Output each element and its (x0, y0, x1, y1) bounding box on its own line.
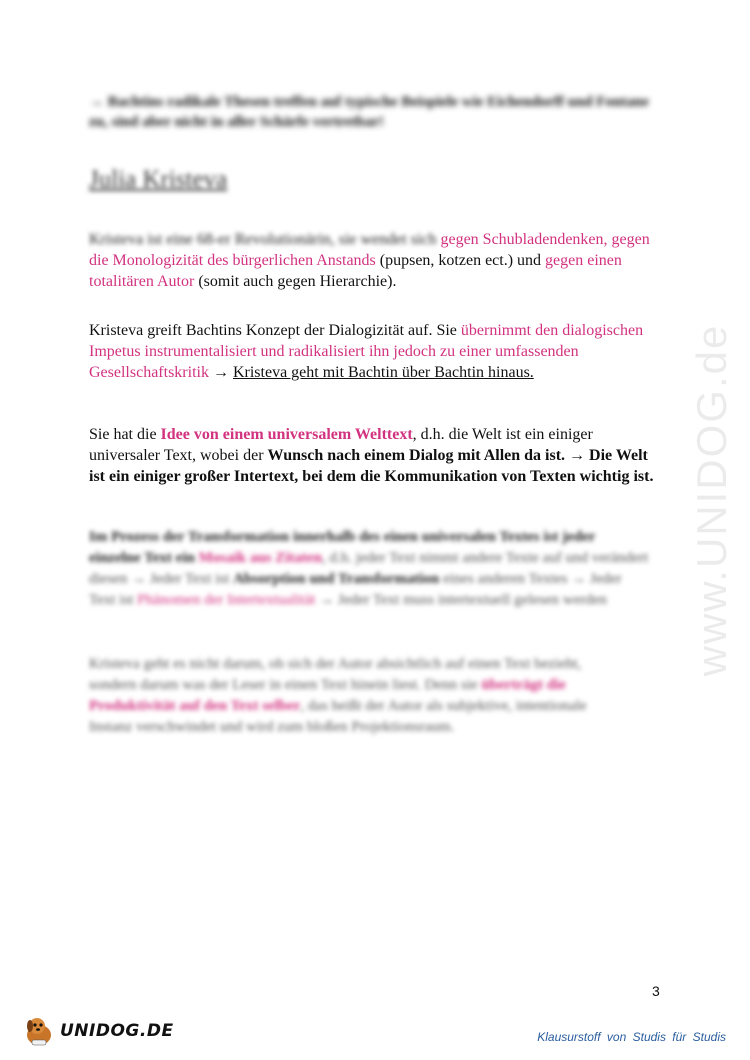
footer-slogan: Klausurstoff von Studis für Studis (537, 1030, 726, 1044)
watermark: www.UNIDOG.de (688, 323, 735, 677)
paragraph-welttext: Sie hat die Idee von einem universalem Welttext, d.h. die Welt ist ein einiger universaler Text, wobei der Wunsch nach einem Dialog mit Allen da ist. → Die Welt ist ein einiger großer Intertext, bei dem die Kommunikation von Texten wichtig ist. (89, 426, 654, 485)
intro-text: Bachtins radikale Thesen treffen auf typische Beispiele wie Eichendorff und Fontane zu, sind aber nicht in aller Schärfe vertretbar! (89, 94, 649, 130)
paragraph-leser: Kristeva geht es nicht darum, ob sich der Autor absichtlich auf einen Text bezieht, sondern darum was der Leser in einen Text hinein liest. Denn sie überträgt die Produktivität auf den Text selber, das heißt der Autor als subjektive, intentionale Instanz verschwindet und wird zum bloßen Projektionsraum. (89, 656, 587, 735)
page-number: 3 (652, 983, 660, 999)
dog-mascot-icon (22, 1014, 56, 1048)
paragraph-dialogizitaet: Kristeva greift Bachtins Konzept der Dialogizität auf. Sie übernimmt den dialogischen Impetus instrumentalisiert und radikalisiert ihn jedoch zu einer umfassenden Gesellschaftskritik → Kristeva geht mit Bachtin über Bachtin hinaus. (89, 322, 644, 381)
paragraph-transformation: Im Prozess der Transformation innerhalb des einen universalen Textes ist jeder einzelne Text ein Mosaik aus Zitaten, d.h. jeder Text nimmt andere Texte auf und verändert diesen → Jeder Text ist Absorption und Transformation eines anderen Textes → Jeder Text ist Phänomen der Intertextualität → Jeder Text muss intertextuell gelesen werden (89, 529, 649, 608)
unidog-logo (22, 1014, 174, 1048)
arrow-icon: → (208, 364, 233, 381)
logo-text: UNIDOG.DE (60, 1021, 174, 1041)
intro-paragraph (89, 92, 649, 132)
section-heading: Julia Kristeva (89, 166, 228, 193)
paragraph-revolution: Kristeva ist eine 68-er Revolutionärin, sie wendet sich gegen Schubladendenken, gegen die Monologizität des bürgerlichen Anstands (pupsen, kotzen ect.) und gegen einen totalitären Autor (somit auch gegen Hierarchie). (89, 231, 650, 290)
arrow-icon: → (89, 94, 104, 110)
